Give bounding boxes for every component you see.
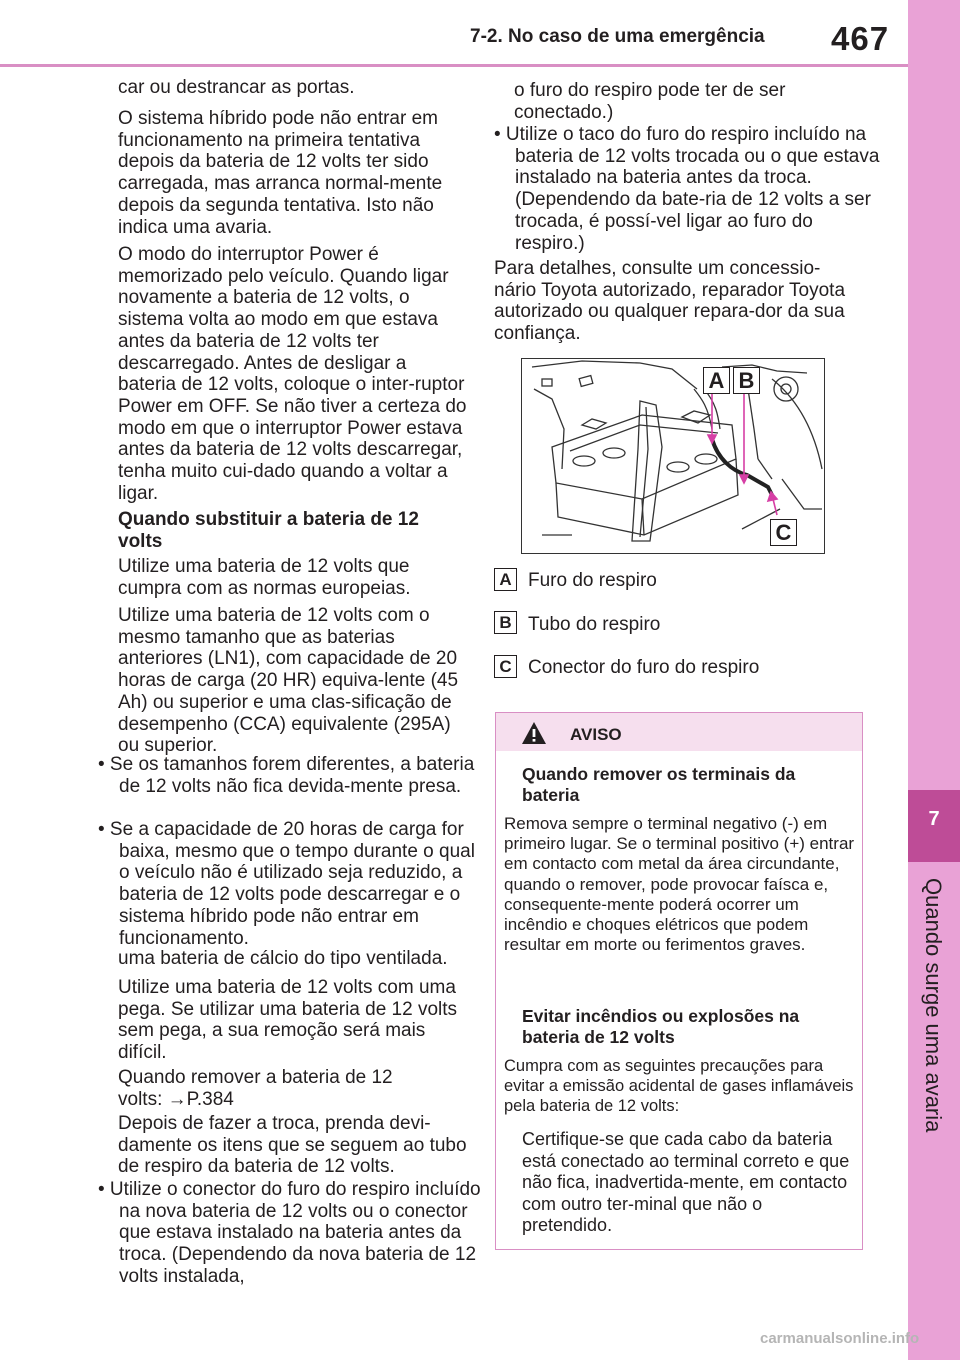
header-divider [0, 64, 908, 67]
page-number: 467 [831, 20, 890, 57]
paragraph: O sistema híbrido pode não entrar em funcionamento na primeira tentativa depois da bateria de 12 volts ter sido carregada, mas arranca normal-mente depois da segunda tentativa. Isto não indica uma avaria. [118, 108, 443, 238]
figure-label-c: C [770, 519, 797, 546]
chapter-title: Quando surge uma avaria [921, 878, 946, 1133]
warning-icon [521, 721, 547, 745]
section-heading: Quando substituir a bateria de 12 volts [118, 509, 419, 552]
figure-label-b: B [733, 367, 760, 394]
paragraph: o furo do respiro pode ter de ser conectado.) [514, 80, 786, 123]
paragraph: car ou destrancar as portas. [118, 77, 355, 98]
warning-heading: Evitar incêndios ou explosões na bateria de 12 volts [522, 1006, 800, 1047]
legend-text-b: Tubo do respiro [528, 614, 661, 635]
legend-text-a: Furo do respiro [528, 570, 657, 591]
warning-heading: Quando remover os terminais da bateria [522, 764, 796, 805]
list-item: • Se os tamanhos forem diferentes, a bateria de 12 volts não fica devida-mente presa. [98, 754, 475, 797]
warning-title: AVISO [570, 725, 622, 744]
chapter-tab [908, 0, 960, 1360]
list-item: • Se a capacidade de 20 horas de carga for baixa, mesmo que o tempo durante o qual o veículo não é utilizado seja reduzido, a bateria de 12 volts pode descarregar e o sistema híbrido pode não entrar em funcionamento. [98, 819, 475, 949]
legend-key-c: C [494, 655, 517, 678]
warning-header [496, 713, 862, 751]
warning-text: Remova sempre o terminal negativo (-) em primeiro lugar. Se o terminal positivo (+) entrar em contacto com metal da área circundante, quando o remover, pode provocar faísca e, consequente-mente poderá ocorrer um incêndio e choques elétricos que podem resultar em morte ou ferimentos graves. [504, 814, 855, 955]
section-title: 7-2. No caso de uma emergência [470, 26, 765, 47]
legend-key-a: A [494, 568, 517, 591]
paragraph: Quando remover a bateria de 12 volts: →P.384 [118, 1067, 393, 1110]
legend-key-b: B [494, 611, 517, 634]
legend-text-c: Conector do furo do respiro [528, 657, 760, 678]
warning-text: Certifique-se que cada cabo da bateria está conectado ao terminal correto e que não fica, inadvertida-mente, em contacto com outro ter-minal que não o pretendido. [522, 1129, 850, 1236]
paragraph: Para detalhes, consulte um concessio-nário Toyota autorizado, reparador Toyota autorizado ou qualquer repara-dor da sua confiança. [494, 258, 846, 345]
chapter-number: 7 [928, 808, 940, 830]
paragraph: Utilize uma bateria de 12 volts que cumpra com as normas europeias. [118, 556, 411, 599]
watermark-logo: carmanualsonline.info [760, 1330, 920, 1347]
paragraph: Utilize uma bateria de 12 volts com uma pega. Se utilizar uma bateria de 12 volts sem pega, a sua remoção será mais difícil. [118, 977, 458, 1064]
warning-text: Cumpra com as seguintes precauções para evitar a emissão acidental de gases inflamáveis pela bateria de 12 volts: [504, 1057, 854, 1116]
list-item: • Utilize o taco do furo do respiro incluído na bateria de 12 volts trocada ou o que estava instalado na bateria antes da troca. (Dependendo da bate-ria de 12 volts a ser trocada, é possí-vel ligar ao furo do respiro.) [494, 124, 880, 254]
list-item: • Utilize o conector do furo do respiro incluído na nova bateria de 12 volts ou o conector que estava instalado na bateria antes da troca. (Dependendo da nova bateria de 12 volts instalada, [98, 1179, 481, 1287]
warning-box [495, 712, 863, 1250]
paragraph: uma bateria de cálcio do tipo ventilada. [118, 948, 448, 969]
paragraph: Depois de fazer a troca, prenda devi-damente os itens que se seguem ao tubo de respiro da bateria de 12 volts. [118, 1113, 467, 1178]
figure-label-a: A [703, 367, 730, 394]
paragraph: O modo do interruptor Power é memorizado pelo veículo. Quando ligar novamente a bateria de 12 volts, o sistema volta ao modo em que estava antes da bateria de 12 volts ter descarregado. Antes de desligar a bateria de 12 volts, coloque o inter-ruptor Power em OFF. Se não tiver a certeza do modo em que o interruptor Power estava antes da bateria de 12 volts descarregar, tenha muito cui-dado quando a voltar a ligar. [118, 244, 467, 504]
paragraph: Utilize uma bateria de 12 volts com o mesmo tamanho que as baterias anteriores (LN1), com capacidade de 20 horas de carga (20 HR) equiva-lente (45 Ah) ou superior e uma clas-sificação de desempenho (CCA) equivalente (295A) ou superior. [118, 605, 459, 757]
battery-illustration [521, 358, 825, 554]
